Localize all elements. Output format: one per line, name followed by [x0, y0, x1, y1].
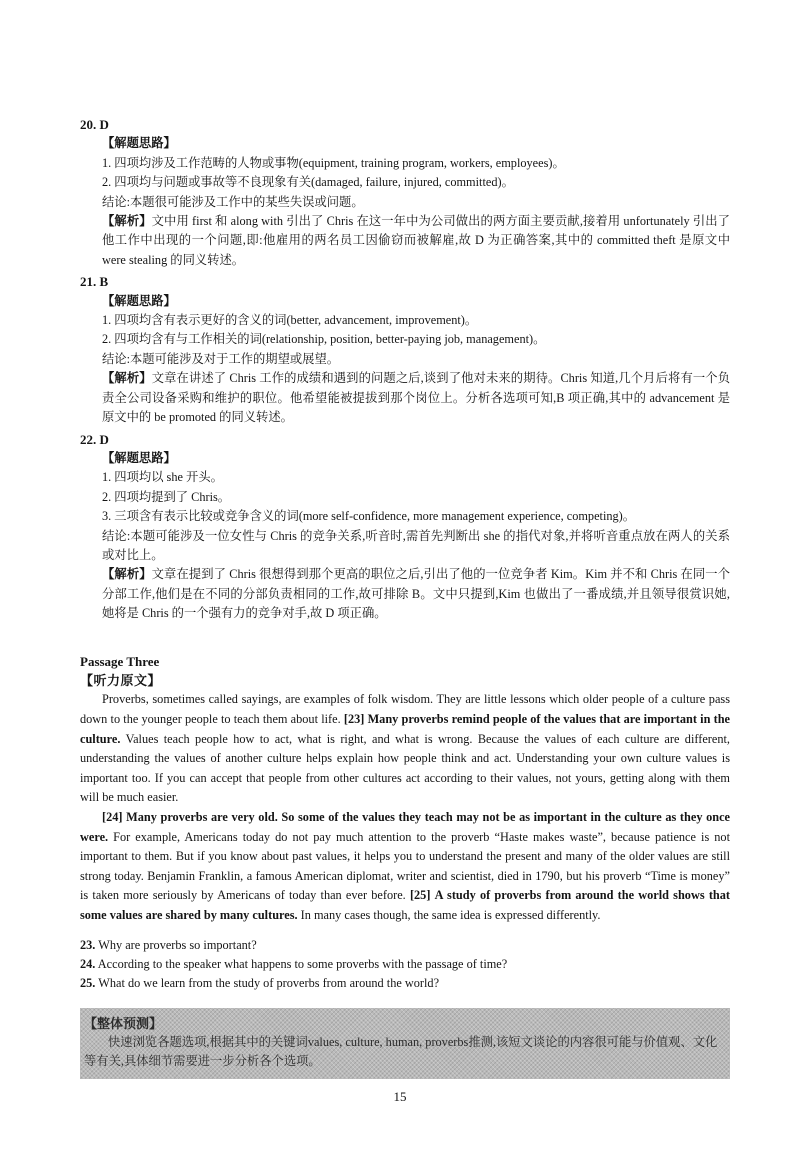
- transcript-heading: 【听力原文】: [80, 672, 162, 688]
- q23-answer-sentence: Many proverbs remind people of the values that are important in the culture.: [80, 711, 731, 746]
- question-list: [80, 936, 730, 994]
- q20-line1: 1. 四项均涉及工作范畴的人物或事物(equipment, training program, workers, employees)。: [102, 155, 565, 170]
- q21-line2: 2. 四项均含有与工作相关的词(relationship, position, better-paying job, management)。: [102, 332, 546, 347]
- q24-answer-sentence: Many proverbs are very old. So some of the values they teach may not be as important in the culture as they once were.: [80, 809, 730, 844]
- q21-line1: 1. 四项均含有表示更好的含义的词(better, advancement, improvement)。: [102, 313, 478, 328]
- question-24-number: 24.: [80, 956, 96, 971]
- p2-text-b: For example, Americans today do not pay much attention to the proverb “Haste makes waste”, because patience is not important to them. But if you know about past values, it helps you to understand the present and many of the older values are still strong today. Benjamin Franklin, a famous American diplomat, writer and scientist, died in 1790, but his proverb “Time is money” is taken more seriously by Americans of today than ever before.: [80, 829, 731, 903]
- q21-block: [80, 292, 730, 428]
- q23-marker: [23]: [343, 711, 365, 726]
- preview-body: 快速浏览各题选项,根据其中的关键词values, culture, human, proverbs推测,该短文谈论的内容很可能与价值观、文化等有关,具体细节需要进一步分析各个选项。: [84, 1035, 718, 1069]
- q22-number: 22. D: [80, 431, 109, 447]
- q21-strategy-heading: 【解题思路】: [102, 293, 176, 308]
- question-24: [80, 955, 730, 974]
- transcript-paragraph-1: [80, 690, 730, 808]
- question-25-number: 25.: [80, 976, 96, 991]
- q20-analysis-label: 【解析】: [102, 214, 152, 229]
- overall-preview-box: [80, 1008, 730, 1079]
- preview-heading: 【整体预测】: [84, 1015, 163, 1031]
- q25-marker: [25]: [409, 888, 431, 903]
- q20-conclusion: 结论:本题很可能涉及工作中的某些失误或问题。: [102, 194, 364, 209]
- q22-conclusion: 结论:本题可能涉及一位女性与 Chris 的竞争关系,听音时,需首先判断出 she 的指代对象,并将听音重点放在两人的关系或对比上。: [102, 528, 730, 562]
- q21-analysis-text: 文章在讲述了 Chris 工作的成绩和遇到的问题之后,谈到了他对未来的期待。Chris 知道,几个月后将有一个负责全公司设备采购和维护的职位。他希望能被提拔到那个岗位上。分析各选项可知,B 项正确,其中的 advancement 是原文中的 be promoted 的同义转述。: [102, 371, 730, 425]
- q20-number: 20. D: [80, 117, 109, 132]
- q22-analysis-label: 【解析】: [102, 567, 152, 582]
- question-25: [80, 974, 730, 993]
- q22-line3: 3. 三项含有表示比较或竞争含义的词(more self-confidence, more management experience, competing)。: [102, 509, 636, 524]
- question-23-text: Why are proverbs so important?: [98, 937, 257, 952]
- q20-analysis: [102, 212, 730, 270]
- p1-text-c: Values teach people how to act, what is right, and what is wrong. Because the values of each culture are different, understanding the values of another culture helps explain how people think and act. Understanding your own culture values is important too. If you can accept that people from other cultures act according to their values, not yours, getting along with them will be much easier.: [80, 731, 730, 805]
- q24-marker: [24]: [102, 809, 123, 824]
- q21-conclusion: 结论:本题可能涉及对于工作的期望或展望。: [102, 351, 340, 366]
- q21-analysis: [102, 369, 730, 427]
- question-25-text: What do we learn from the study of proverbs from around the world?: [98, 976, 440, 991]
- q21-number: 21. B: [80, 274, 109, 290]
- transcript-paragraph-2: [80, 808, 730, 926]
- q22-block: [80, 449, 730, 624]
- q20-strategy-heading: 【解题思路】: [102, 136, 176, 151]
- q20-block: [80, 134, 730, 270]
- q20-line2: 2. 四项均与问题或事故等不良现象有关(damaged, failure, injured, committed)。: [102, 175, 514, 190]
- q22-line2: 2. 四项均提到了 Chris。: [102, 489, 231, 504]
- question-23: [80, 936, 730, 955]
- passage-title: Passage Three: [80, 653, 160, 669]
- q22-analysis-text: 文章在提到了 Chris 很想得到那个更高的职位之后,引出了他的一位竞争者 Kim。Kim 并不和 Chris 在同一个分部工作,他们是在不同的分部负责相同的工作,故可排除 B。文中只提到,Kim 也做出了一番成绩,并且领导很赏识她,她将是 Chris 的一个强有力的竞争对手,故 D 项正确。: [102, 567, 730, 621]
- q22-analysis: [102, 565, 730, 623]
- q22-line1: 1. 四项均以 she 开头。: [102, 470, 223, 485]
- question-23-number: 23.: [80, 937, 96, 952]
- question-24-text: According to the speaker what happens to some proverbs with the passage of time?: [97, 956, 508, 971]
- p2-text-d: In many cases though, the same idea is expressed differently.: [300, 907, 601, 922]
- page-content: [80, 113, 730, 1079]
- q20-analysis-text: 文中用 first 和 along with 引出了 Chris 在这一年中为公司做出的两方面主要贡献,接着用 unfortunately 引出了他工作中出现的一个问题,即:他雇用的两名员工因偷窃而被解雇,故 D 为正确答案,其中的 committed theft 是原文中 were stealing 的同义转述。: [102, 214, 730, 267]
- q22-strategy-heading: 【解题思路】: [102, 450, 176, 465]
- q25-answer-sentence: A study of proverbs from around the world shows that some values are shared by many cultures.: [80, 888, 730, 922]
- q21-analysis-label: 【解析】: [102, 371, 152, 386]
- page-number: 15: [393, 1089, 407, 1104]
- p1-text-a: Proverbs, sometimes called sayings, are examples of folk wisdom. They are little lessons which older people of a culture pass down to the younger people to teach them about life.: [80, 692, 730, 726]
